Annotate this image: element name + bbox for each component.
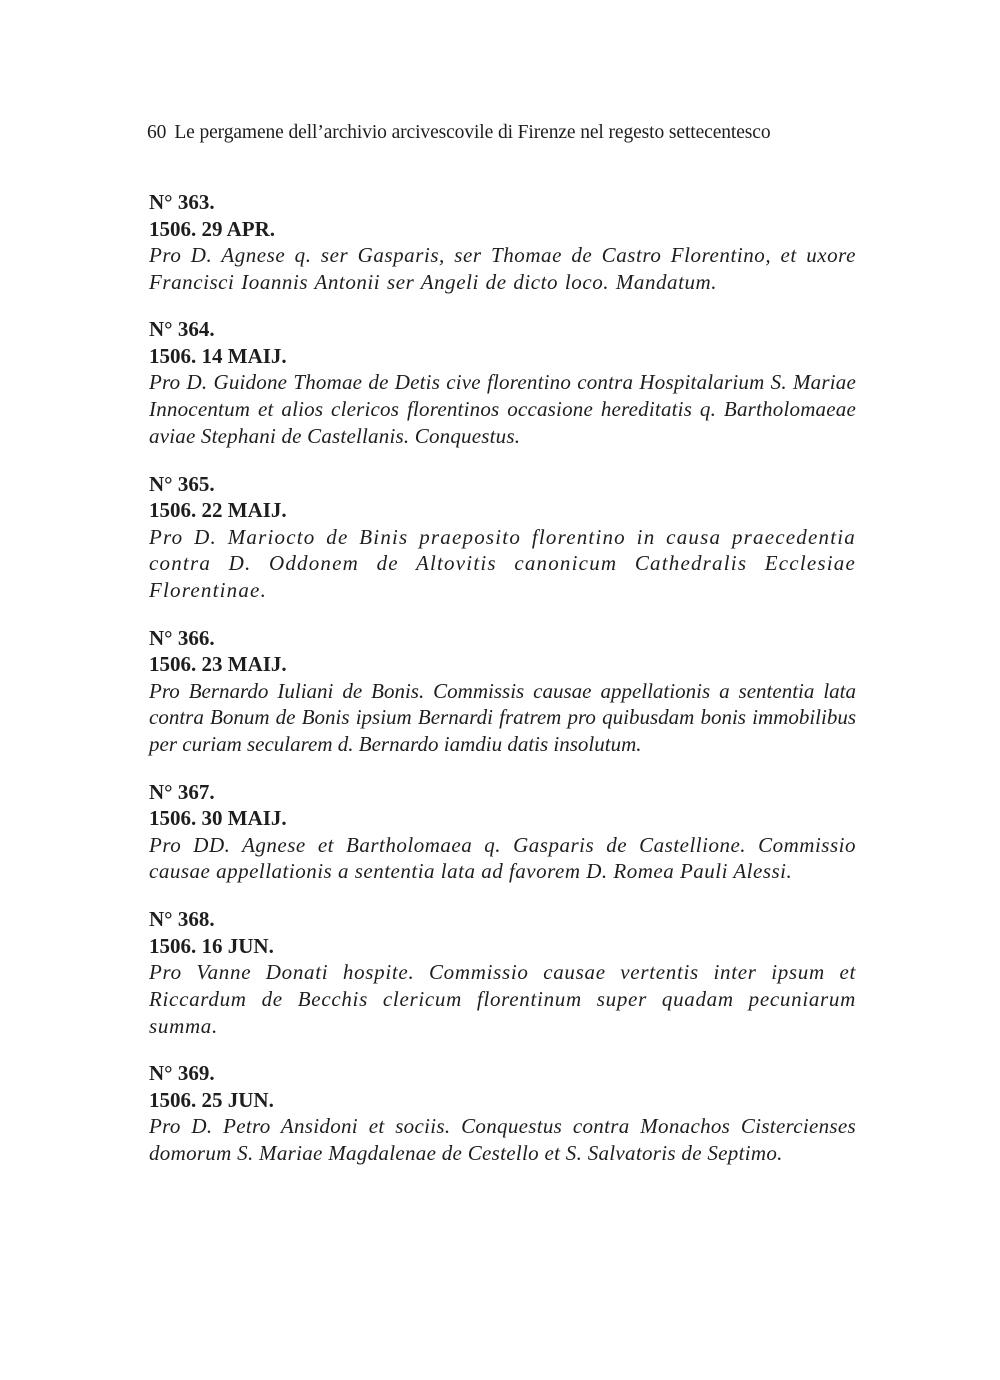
entry-date: 1506. 29 APR. [149,216,275,241]
entry-list [149,189,856,1188]
entry-text: Pro D. Petro Ansidoni et sociis. Conquestus contra Monachos Cistercienses domorum S. Mariae Magdalenae de Cestello et S. Salvatoris de Septimo. [149,1114,856,1165]
entry-number: N° 369. [149,1061,215,1086]
entry-text: Pro D. Guidone Thomae de Detis cive florentino contra Hospitalarium S. Mariae Innocentum et alios clericos florentinos occasione hereditatis q. Bartholomaeae aviae Stephani de Castellanis. Conquestus. [149,370,856,448]
entry-date: 1506. 16 JUN. [149,933,274,958]
entry-date: 1506. 23 MAIJ. [149,652,287,677]
entry-number: N° 366. [149,625,215,650]
entry-text: Pro Bernardo Iuliani de Bonis. Commissis causae appellationis a sententia lata contra Bonum de Bonis ipsium Bernardi fratrem pro quibusdam bonis immobilibus per curiam secularem d. Bernardo iamdiu datis insolutum. [149,678,856,757]
entry-date: 1506. 14 MAIJ. [149,343,287,368]
entry [149,316,856,449]
entry-text: Pro D. Mariocto de Binis praeposito florentino in causa praecedentia contra D. Oddonem de Altovitis canonicum Cathedralis Ecclesiae Florentinae. [149,524,856,602]
entry [149,189,856,295]
entry [149,625,856,758]
entry-date: 1506. 30 MAIJ. [149,806,287,831]
running-title: Le pergamene dell’archivio arcivescovile di Firenze nel regesto settecentesco [174,122,771,143]
entry-number: N° 364. [149,317,215,342]
entry-date: 1506. 22 MAIJ. [149,498,287,523]
page-number: 60 [147,122,167,143]
entry-number: N° 365. [149,471,215,496]
entry [149,779,856,885]
entry [149,1060,856,1166]
running-header [147,121,770,145]
entry-number: N° 363. [149,190,215,214]
entry-number: N° 367. [149,779,215,804]
entry-text: Pro Vanne Donati hospite. Commissio causae vertentis inter ipsum et Riccardum de Becchis clericum florentinum super quadam pecuniarum summa. [149,960,856,1038]
entry-text: Pro D. Agnese q. ser Gasparis, ser Thomae de Castro Florentino, et uxore Francisci Ioannis Antonii ser Angeli de dicto loco. Mandatum. [149,243,856,294]
entry-number: N° 368. [149,907,215,932]
entry [149,906,856,1039]
entry-date: 1506. 25 JUN. [149,1087,274,1112]
entry-text: Pro DD. Agnese et Bartholomaea q. Gasparis de Castellione. Commissio causae appellationis a sententia lata ad favorem D. Romea Pauli Alessi. [149,832,856,884]
entry [149,471,856,604]
